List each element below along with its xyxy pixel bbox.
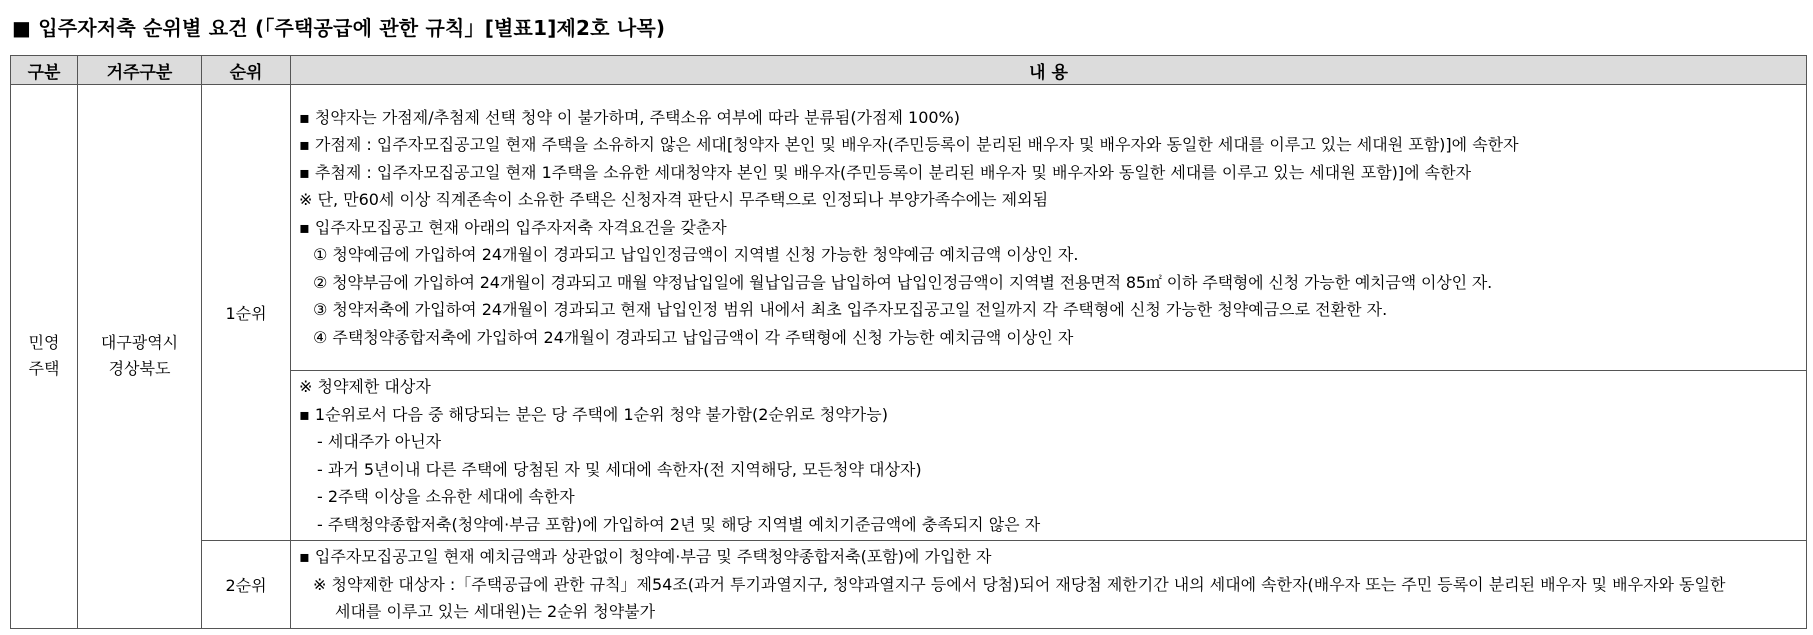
content-line: - 주택청약종합저축(청약예·부금 포함)에 가입하여 2년 및 해당 지역별 예치기준금액에 충족되지 않은 자 [317,514,1041,534]
header-region: 거주구분 [78,56,202,85]
rank1-restriction-cell [291,371,1807,541]
region-cell [78,85,202,629]
category-cell [11,85,78,629]
content-line: ② 청약부금에 가입하여 24개월이 경과되고 매월 약정납입일에 월납입금을 납입하여 납입인정금액이 지역별 전용면적 85㎡ 이하 주택형에 신청 가능한 예치금액 이상인 자. [313,272,1493,292]
rank2-cell: 2순위 [202,541,291,629]
content-line: ▪ 입주자모집공고 현재 아래의 입주자저축 자격요건을 갖춘자 [299,217,727,237]
content-line: ▪ 청약자는 가점제/추첨제 선택 청약 이 불가하며, 주택소유 여부에 따라 분류됨(가점제 100%) [299,107,960,127]
content-line: ③ 청약저축에 가입하여 24개월이 경과되고 현재 납입인정 범위 내에서 최초 입주자모집공고일 전일까지 각 주택형에 신청 가능한 청약예금으로 전환한 자. [313,300,1388,320]
content-line: ▪ 입주자모집공고일 현재 예치금액과 상관없이 청약예·부금 및 주택청약종합저축(포함)에 가입한 자 [299,547,992,566]
content-line: ▪ 추첨제 : 입주자모집공고일 현재 1주택을 소유한 세대청약자 본인 및 배우자(주민등록이 분리된 배우자 및 배우자와 동일한 세대를 이루고 있는 세대원 포함)]에 속한자 [299,162,1472,182]
category-line: 주택 [28,359,60,379]
rank2-content-cell [291,541,1807,629]
table-row [11,85,1807,371]
page-title: ■ 입주자저축 순위별 요건 (「주택공급에 관한 규칙」[별표1]제2호 나목) [12,16,666,40]
content-line: - 과거 5년이내 다른 주택에 당첨된 자 및 세대에 속한자(전 지역해당, 모든청약 대상자) [317,459,922,479]
rank1-eligibility-cell [291,85,1807,371]
table-header-row [11,56,1807,85]
header-category: 구분 [11,56,78,85]
content-line: ▪ 가점제 : 입주자모집공고일 현재 주택을 소유하지 않은 세대[청약자 본인 및 배우자(주민등록이 분리된 배우자 및 배우자와 동일한 세대를 이루고 있는 세대원 포함)]에 속한자 [299,135,1519,155]
content-line: - 2주택 이상을 소유한 세대에 속한자 [317,487,575,506]
rank1-cell: 1순위 [202,85,291,541]
content-line: - 세대주가 아닌자 [317,432,442,451]
table-row [11,541,1807,629]
content-line: ① 청약예금에 가입하여 24개월이 경과되고 납입인정금액이 지역별 신청 가능한 청약예금 예치금액 이상인 자. [313,245,1079,265]
requirements-table [10,55,1807,629]
content-line: ※ 청약제한 대상자 [299,377,431,396]
region-line: 대구광역시 [100,333,179,353]
category-line: 민영 [28,333,60,353]
content-line: ▪ 1순위로서 다음 중 해당되는 분은 당 주택에 1순위 청약 불가함(2순위로 청약가능) [299,404,888,424]
content-line: ④ 주택청약종합저축에 가입하여 24개월이 경과되고 납입금액이 각 주택형에 신청 가능한 예치금액 이상인 자 [313,327,1074,347]
content-line: ※ 단, 만60세 이상 직계존속이 소유한 주택은 신청자격 판단시 무주택으로 인정되나 부양가족수에는 제외됨 [299,190,1049,210]
header-rank: 순위 [202,56,291,85]
header-content: 내 용 [291,56,1807,85]
content-line: ※ 청약제한 대상자 :「주택공급에 관한 규칙」제54조(과거 투기과열지구, 청약과열지구 등에서 당첨)되어 재당첨 제한기간 내의 세대에 속한자(배우자 또는 주민 등록이 분리된 배우자 및 배우자와 동일한 세대를 이루고 있는 세대원)는 2순위 청약불가 [313,574,1726,621]
region-line: 경상북도 [108,359,171,379]
